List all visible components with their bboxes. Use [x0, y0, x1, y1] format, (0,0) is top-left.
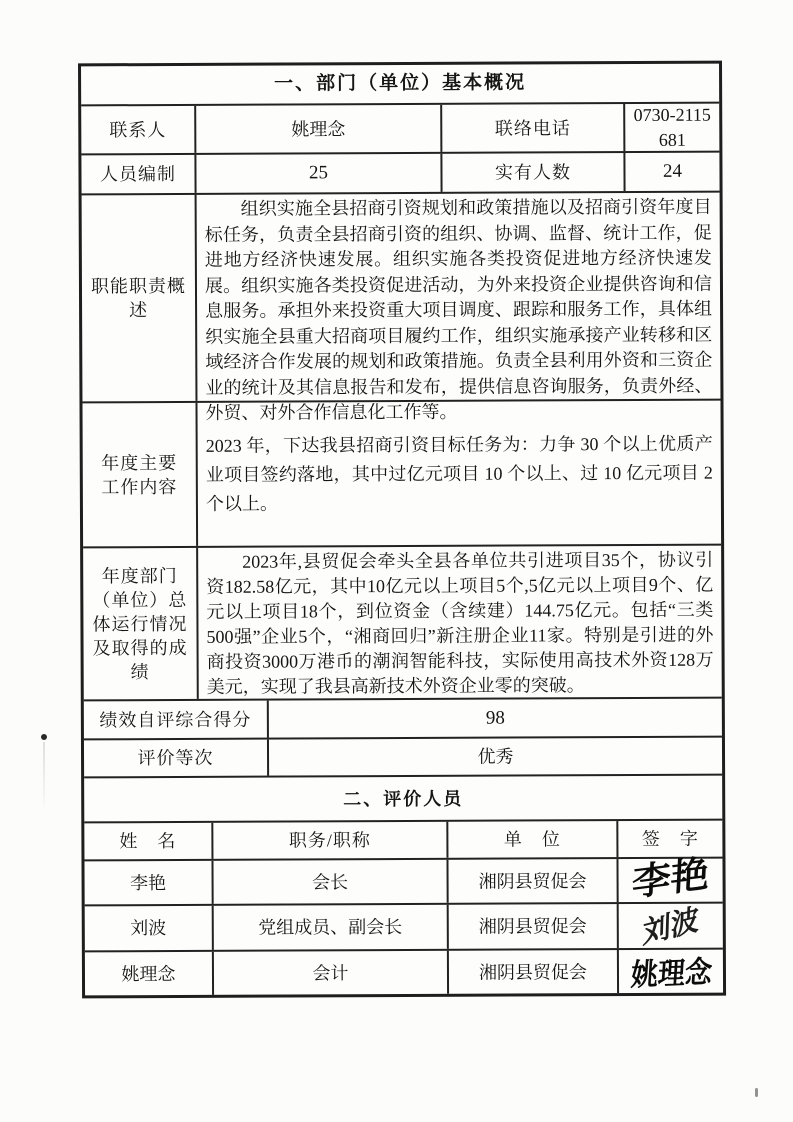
score-value: 98: [267, 699, 722, 738]
grade-value: 优秀: [267, 738, 722, 776]
staffing-row: [81, 151, 719, 194]
staff-label: 人员编制: [99, 163, 177, 185]
evaluator-signature: [617, 950, 723, 993]
duties-text: 组织实施全县招商引资规划和政策措施以及招商引资年度目标任务，负责全县招商引资的组织、协调、监督、统计工作，促进地方经济快速发展。组织实施各类投资促进地方经济快速发展。组织实施各类投资促进活动，为外来投资企业提供咨询和信息服务。承担外来投资重大项目调度、跟踪和服务工作，具体组织实施全县重大招商项目履约工作，组织实施承接产业转移和区域经济合作发展的规划和政策措施。负责全县利用外资和三资企业的统计及其信息报告和发布，提供信息咨询服务，负责外经、外贸、对外合作信息化工作等。: [204, 196, 713, 423]
annual-tasks-label: 年度主要工作内容: [101, 452, 178, 497]
header-signature: 签 字: [616, 821, 722, 857]
contact-value: 姚理念: [194, 105, 440, 153]
ink-speck: [755, 1088, 758, 1097]
evaluator-row: [85, 902, 723, 951]
annual-tasks-row: [82, 399, 721, 547]
evaluator-signature: [616, 851, 722, 905]
contact-row: [81, 102, 719, 154]
header-name: 姓 名: [119, 830, 177, 852]
grade-label: 评价等次: [137, 747, 214, 769]
duties-row: [82, 191, 721, 423]
section1-title-row: [81, 64, 719, 105]
evaluator-title: 会计: [212, 951, 447, 995]
section1-title: 一、部门（单位）基本概况: [274, 72, 527, 95]
duties-label: 职能职责概述: [90, 275, 187, 321]
annual-results-row: [83, 544, 722, 700]
actual-staff-label: 实有人数: [440, 153, 623, 192]
evaluation-form-table: [78, 61, 726, 999]
actual-staff-value: 24: [623, 153, 719, 191]
evaluator-title: 会长: [211, 860, 446, 904]
score-label: 绩效自评综合得分: [99, 709, 252, 730]
evaluator-org: 湘阴县贸促会: [447, 950, 617, 994]
evaluators-header-row: [84, 819, 722, 860]
phone-value: 0730-2115681: [623, 104, 719, 151]
evaluator-name: 姚理念: [121, 963, 176, 984]
annual-results-label: 年度部门（单位）总体运行情况及取得的成绩: [92, 565, 188, 682]
evaluator-signature: [617, 901, 723, 951]
signature-handwriting: 姚理念: [629, 954, 713, 993]
evaluator-row: [85, 948, 723, 996]
evaluator-name: 李艳: [130, 872, 167, 893]
annual-results-text: 2023年,县贸促会牵头全县各单位共引进项目35个，协议引资182.58亿元，其中10亿元以上项目5个,5亿元以上项目9个、亿元以上项目18个，到位资金（含续建）144.75亿元。包括“三类500强”企业5个，“湘商回归”新注册企业11家。特别是引进的外商投资3000万港币的潮润智能科技，实际使用高技术外资128万美元，实现了我县高新技术外资企业零的突破。: [206, 549, 714, 697]
score-row: [84, 697, 722, 739]
scan-smudge: [43, 742, 45, 812]
header-title: 职务/职称: [211, 822, 446, 859]
header-org: 单 位: [446, 821, 616, 858]
section2-title-row: [84, 774, 722, 822]
signature-handwriting: 李艳: [631, 851, 711, 905]
grade-row: [84, 736, 722, 777]
annual-tasks-text: 2023 年，下达我县招商引资目标任务为：力争 30 个以上优质产业项目签约落地，其中过亿元项目 10 个以上、过 10 亿元项目 2 个以上。: [205, 433, 713, 514]
staff-value: 25: [194, 154, 440, 193]
evaluator-org: 湘阴县贸促会: [447, 904, 617, 949]
evaluator-name: 刘波: [130, 918, 167, 939]
evaluator-org: 湘阴县贸促会: [446, 859, 616, 903]
ink-speck: [41, 734, 47, 740]
signature-handwriting: 刘波: [642, 901, 700, 951]
contact-label: 联系人: [109, 119, 167, 140]
evaluator-title: 党组成员、副会长: [212, 905, 447, 950]
evaluator-row: [84, 851, 722, 905]
phone-label: 联络电话: [440, 104, 623, 152]
section2-title: 二、评价人员: [343, 788, 464, 809]
